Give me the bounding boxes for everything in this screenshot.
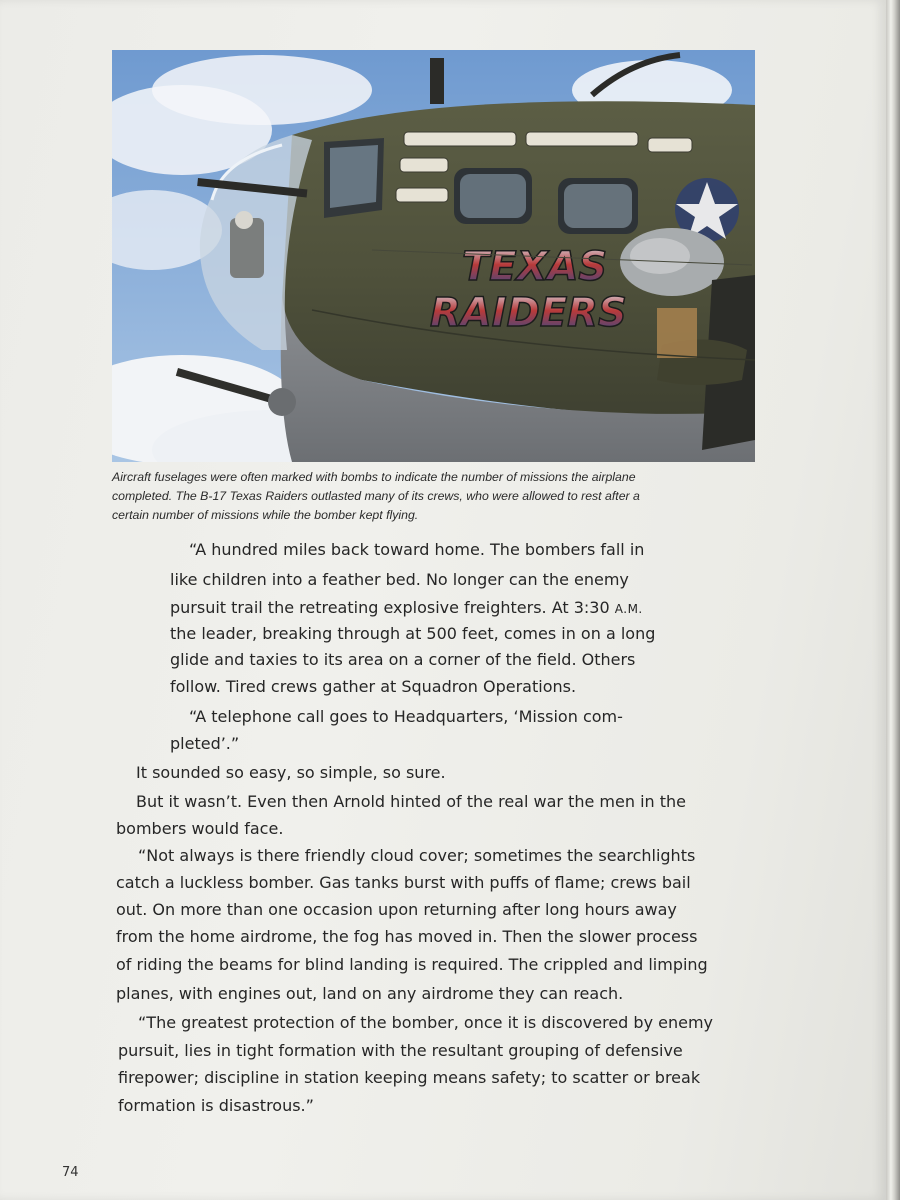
b17-texas-raiders-photo	[112, 50, 755, 462]
quote-line: pleted’.”	[170, 734, 240, 753]
quote-line: of riding the beams for blind landing is required. The crippled and limping	[116, 955, 708, 974]
quote-line: out. On more than one occasion upon returning after long hours away	[116, 900, 677, 919]
quote-line: “A telephone call goes to Headquarters, ‘Mission com-	[189, 707, 623, 726]
nose-art-raiders: RAIDERS	[430, 290, 627, 336]
quote-line: the leader, breaking through at 500 feet, comes in on a long	[170, 624, 656, 643]
paragraph-line: bombers would face.	[116, 819, 284, 838]
page-edge	[886, 0, 900, 1200]
paragraph-line: But it wasn’t. Even then Arnold hinted of the real war the men in the	[136, 792, 686, 811]
quote-line: “Not always is there friendly cloud cover; sometimes the searchlights	[138, 846, 696, 865]
quote-line: “A hundred miles back toward home. The bombers fall in	[189, 540, 645, 559]
quote-line: planes, with engines out, land on any airdrome they can reach.	[116, 984, 624, 1003]
quote-line	[170, 597, 643, 620]
paragraph-line: It sounded so easy, so simple, so sure.	[136, 763, 446, 782]
quote-line: catch a luckless bomber. Gas tanks burst with puffs of flame; crews bail	[116, 873, 691, 892]
photo-caption	[112, 468, 760, 525]
b17-nose-illustration	[112, 50, 755, 462]
quote-line: like children into a feather bed. No longer can the enemy	[170, 570, 629, 589]
time-suffix: A.M.	[614, 602, 643, 616]
quote-line: glide and taxies to its area on a corner of the field. Others	[170, 650, 636, 669]
page-number: 74	[62, 1165, 79, 1180]
caption-line: certain number of missions while the bomber kept flying.	[112, 508, 419, 522]
nose-art-texas: TEXAS	[462, 244, 608, 290]
quote-line: pursuit, lies in tight formation with the resultant grouping of defensive	[118, 1041, 683, 1060]
quote-line: “The greatest protection of the bomber, once it is discovered by enemy	[138, 1013, 713, 1032]
caption-line: completed. The B-17 Texas Raiders outlasted many of its crews, who were allowed to rest after a	[112, 489, 640, 503]
caption-line: Aircraft fuselages were often marked with bombs to indicate the number of missions the airplane	[112, 470, 636, 484]
quote-line: from the home airdrome, the fog has moved in. Then the slower process	[116, 927, 698, 946]
quote-line-text: pursuit trail the retreating explosive freighters. At 3:30	[170, 598, 610, 617]
quote-line: formation is disastrous.”	[118, 1096, 314, 1115]
quote-line: follow. Tired crews gather at Squadron Operations.	[170, 677, 577, 696]
quote-line: firepower; discipline in station keeping means safety; to scatter or break	[118, 1068, 701, 1087]
